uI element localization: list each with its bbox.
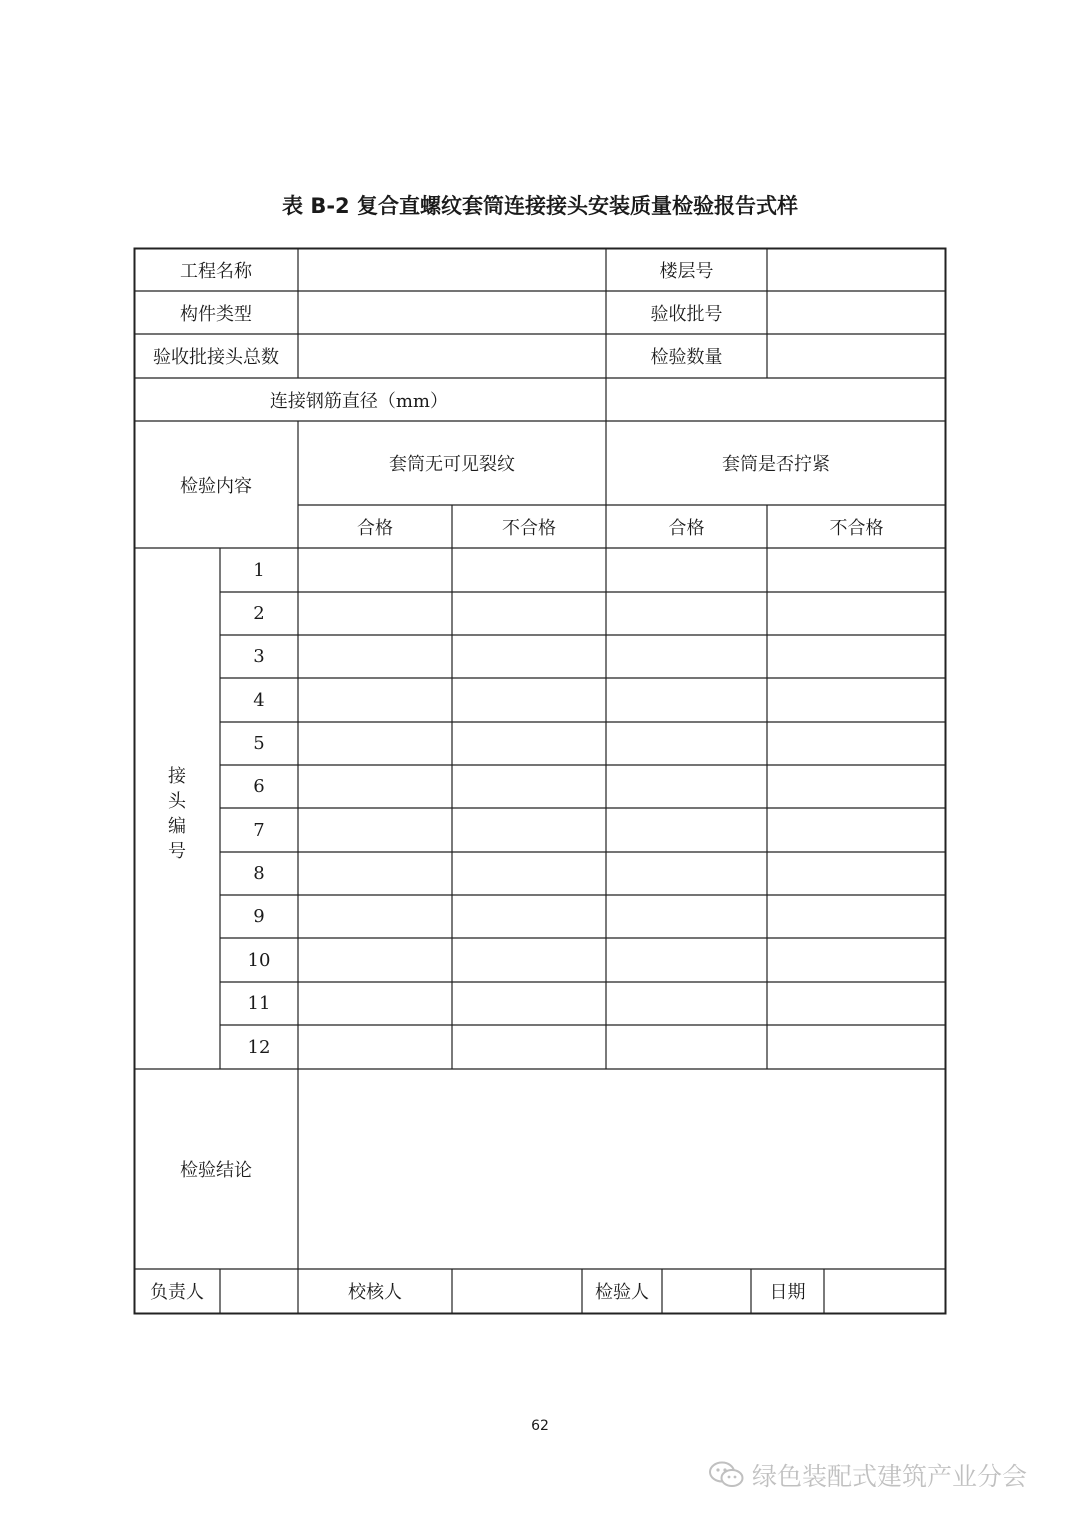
conclusion-label: 检验结论 bbox=[180, 1160, 252, 1181]
joint-row-number: 1 bbox=[253, 559, 265, 581]
rebar-diameter-value[interactable] bbox=[606, 378, 946, 421]
joint-row-number: 6 bbox=[253, 776, 265, 797]
batch-no-value[interactable] bbox=[767, 291, 946, 334]
date-value[interactable] bbox=[824, 1269, 946, 1313]
joint-label-char: 头 bbox=[168, 790, 186, 812]
wechat-icon bbox=[708, 1460, 746, 1490]
page-title: 表 B-2 复合直螺纹套筒连接接头安装质量检验报告式样 bbox=[282, 194, 798, 218]
rebar-diameter-label: 连接钢筋直径（mm） bbox=[269, 390, 448, 412]
batch-no-label: 验收批号 bbox=[650, 303, 723, 325]
tight-pass-label: 合格 bbox=[668, 517, 705, 539]
inspection-qty-value[interactable] bbox=[767, 334, 946, 378]
joint-row-number: 10 bbox=[247, 949, 271, 971]
conclusion-value[interactable] bbox=[298, 1069, 946, 1269]
tight-fail-label: 不合格 bbox=[829, 517, 884, 539]
responsible-value[interactable] bbox=[220, 1269, 298, 1313]
joint-row-number: 9 bbox=[253, 906, 265, 927]
joint-label-char: 编 bbox=[168, 815, 186, 837]
joint-row-number: 3 bbox=[253, 646, 265, 667]
total-joints-label: 验收批接头总数 bbox=[153, 347, 279, 368]
joint-row-number: 2 bbox=[253, 603, 265, 624]
watermark bbox=[708, 1455, 1027, 1495]
inspection-qty-label: 检验数量 bbox=[650, 347, 723, 368]
joint-row-number: 8 bbox=[253, 863, 265, 884]
tight-check-label: 套筒是否拧紧 bbox=[722, 454, 830, 475]
crack-fail-label: 不合格 bbox=[502, 517, 556, 539]
floor-value[interactable] bbox=[767, 248, 946, 291]
joint-row-number: 12 bbox=[247, 1036, 271, 1058]
joint-row-number: 7 bbox=[253, 819, 265, 841]
inspector-label: 检验人 bbox=[595, 1282, 649, 1303]
joint-row-number: 5 bbox=[253, 733, 265, 754]
joint-number-label bbox=[134, 548, 220, 1069]
checker-label: 校核人 bbox=[348, 1282, 402, 1303]
date-label: 日期 bbox=[769, 1282, 806, 1303]
total-joints-value[interactable] bbox=[298, 334, 606, 378]
responsible-label: 负责人 bbox=[150, 1282, 204, 1303]
inspector-value[interactable] bbox=[662, 1269, 751, 1313]
floor-label: 楼层号 bbox=[659, 260, 714, 282]
crack-pass-label: 合格 bbox=[357, 517, 393, 539]
component-type-value[interactable] bbox=[298, 291, 606, 334]
project-name-label: 工程名称 bbox=[180, 260, 252, 282]
component-type-label: 构件类型 bbox=[180, 303, 252, 325]
project-name-value[interactable] bbox=[298, 248, 606, 291]
crack-check-label: 套筒无可见裂纹 bbox=[389, 454, 515, 475]
joint-label-char: 接 bbox=[168, 765, 186, 787]
inspection-content-label: 检验内容 bbox=[180, 475, 252, 497]
joint-row-number: 4 bbox=[253, 689, 265, 711]
watermark-text: 绿色装配式建筑产业分会 bbox=[752, 1462, 1028, 1491]
page-number: 62 bbox=[531, 1418, 549, 1434]
joint-label-char: 号 bbox=[168, 840, 186, 862]
checker-value[interactable] bbox=[452, 1269, 582, 1313]
joint-row-number: 11 bbox=[247, 993, 271, 1014]
